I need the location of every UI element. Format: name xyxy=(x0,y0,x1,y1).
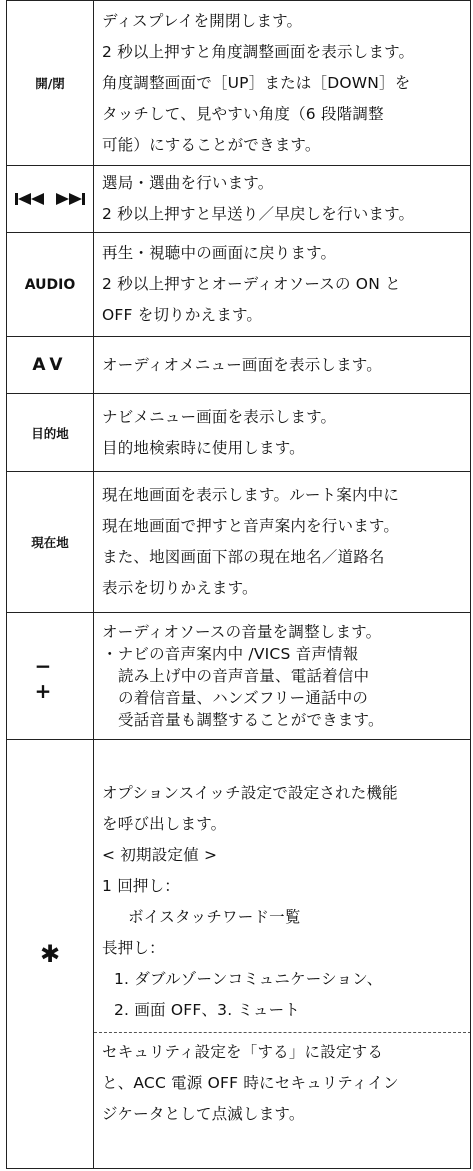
key-cell xyxy=(7,740,94,1169)
button-function-table xyxy=(6,0,471,1169)
table-row xyxy=(7,166,471,233)
description-line: 受話音量も調整することができます。 xyxy=(118,711,384,729)
description-cell xyxy=(94,233,471,337)
description-line: < 初期設定値 > xyxy=(102,846,218,864)
description-line: オーディオソースの音量を調整します。 xyxy=(102,623,382,641)
previous-track-icon xyxy=(15,193,45,205)
description-line: 目的地検索時に使用します。 xyxy=(102,438,305,457)
key-label-current-location: 現在地 xyxy=(31,535,69,550)
track-skip-icons xyxy=(15,193,85,205)
table-row xyxy=(7,613,471,740)
key-cell xyxy=(7,166,94,233)
description-line: 可能）にすることができます。 xyxy=(102,135,321,154)
description-line: また、地図画面下部の現在地名／道路名 xyxy=(102,548,385,566)
table-row xyxy=(7,394,471,472)
description-line: 表示を切りかえます。 xyxy=(102,579,258,597)
dashed-divider xyxy=(94,1032,471,1033)
description-line: オーディオメニュー画面を表示します。 xyxy=(102,355,382,374)
description-line: 選局・選曲を行います。 xyxy=(102,174,274,192)
description-line: を呼び出します。 xyxy=(102,815,227,833)
description-line: ボイスタッチワード一覧 xyxy=(128,908,301,926)
description-line: 長押し： xyxy=(102,939,165,957)
description-line: 1 回押し： xyxy=(102,877,180,895)
description-line: 2 秒以上押すと角度調整画面を表示します。 xyxy=(102,42,415,61)
key-cell xyxy=(7,472,94,613)
key-label-av: AV xyxy=(32,355,68,375)
table-row xyxy=(7,472,471,613)
table-row xyxy=(7,740,471,1169)
table-row xyxy=(7,1,471,166)
description-line: 角度調整画面で［UP］または［DOWN］を xyxy=(102,73,411,92)
description-cell xyxy=(94,740,471,1169)
key-cell xyxy=(7,394,94,472)
description-line: と、ACC 電源 OFF 時にセキュリティイン xyxy=(102,1074,399,1092)
star-key-icon: ✱ xyxy=(39,940,61,968)
next-track-icon xyxy=(55,193,85,205)
description-line: の着信音量、ハンズフリー通話中の xyxy=(118,689,369,707)
description-cell xyxy=(94,394,471,472)
description-cell xyxy=(94,1,471,166)
description-line: ジケータとして点滅します。 xyxy=(102,1105,305,1123)
table-row xyxy=(7,337,471,394)
description-line: セキュリティ設定を「する」に設定する xyxy=(102,1043,384,1061)
description-line: 1. ダブルゾーンコミュニケーション、 xyxy=(114,970,383,988)
key-label-destination: 目的地 xyxy=(31,425,69,441)
description-line: ディスプレイを開閉します。 xyxy=(102,11,303,30)
key-label-volume: − + xyxy=(34,653,100,703)
description-line: OFF を切りかえます。 xyxy=(102,306,263,324)
key-cell xyxy=(7,613,100,740)
key-label-open-close: 開/閉 xyxy=(35,76,65,91)
description-line: 2 秒以上押すと早送り／早戻しを行います。 xyxy=(102,205,415,223)
description-cell xyxy=(94,472,471,613)
description-line: 読み上げ中の音声音量、電話着信中 xyxy=(118,667,370,685)
description-line: 現在地画面を表示します。ルート案内中に xyxy=(102,486,400,504)
description-cell xyxy=(94,613,471,740)
description-line: 2 秒以上押すとオーディオソースの ON と xyxy=(102,275,401,293)
description-line: 再生・視聴中の画面に戻ります。 xyxy=(102,244,337,262)
description-line: ナビメニュー画面を表示します。 xyxy=(102,407,337,426)
key-cell xyxy=(7,233,94,337)
description-line: ・ナビの音声案内中 /VICS 音声情報 xyxy=(102,645,359,663)
key-cell xyxy=(7,1,94,166)
description-line: オプションスイッチ設定で設定された機能 xyxy=(102,784,398,802)
key-cell xyxy=(7,337,94,394)
description-cell xyxy=(94,337,471,394)
description-line: 2. 画面 OFF、3. ミュート xyxy=(114,1001,300,1019)
table-row xyxy=(7,233,471,337)
description-line: 現在地画面で押すと音声案内を行います。 xyxy=(102,517,400,535)
description-cell xyxy=(94,166,471,233)
key-label-audio: AUDIO xyxy=(24,276,76,293)
description-line: タッチして、見やすい角度（6 段階調整 xyxy=(102,104,384,123)
